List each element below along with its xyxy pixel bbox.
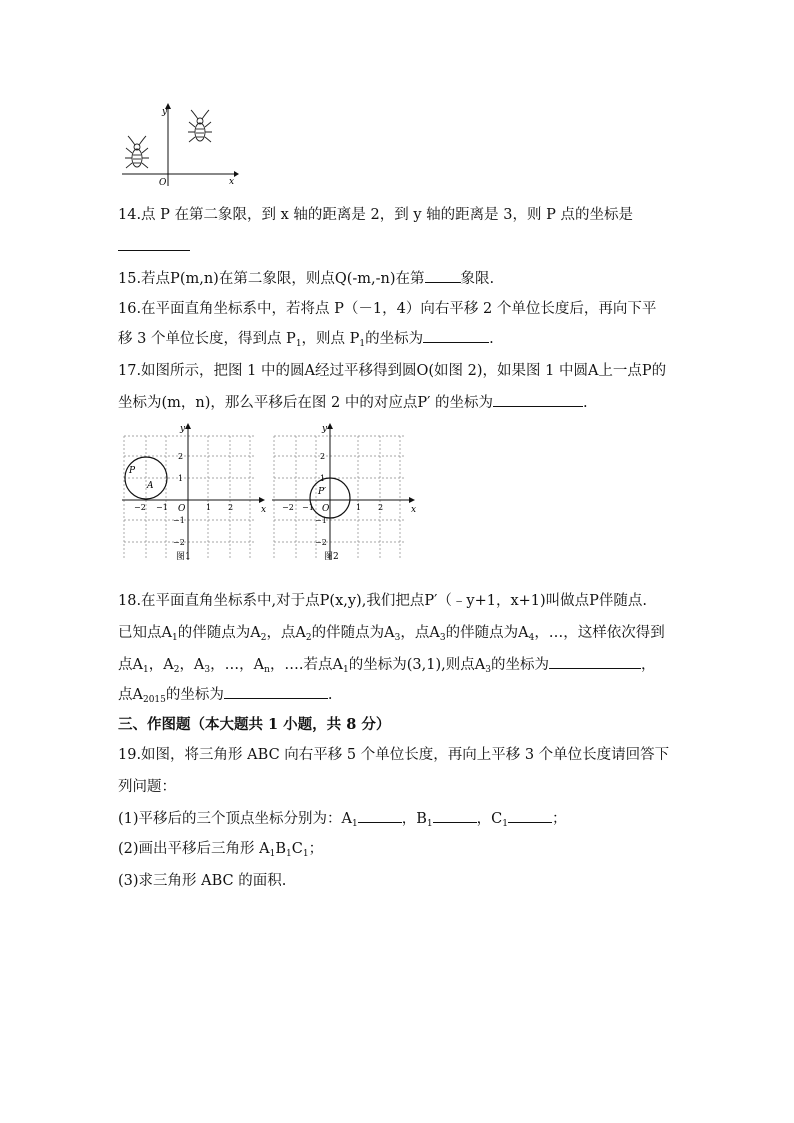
fig1-x-tick: 1 [206, 503, 212, 512]
q18-l3-text: 的坐标为(3,1),则点A [348, 657, 486, 673]
q18-l2-sub: 4 [528, 633, 535, 643]
q19-p1-sub: 1 [352, 819, 358, 829]
fig2-x-tick: −1 [302, 503, 314, 512]
q18-l3-text: ，A [148, 657, 174, 673]
fig2-x-axis-label: x [411, 505, 417, 515]
q19-line-2: 列问题： [118, 779, 176, 795]
fig1-y-tick: −2 [173, 538, 185, 547]
q18-l2-sub: 2 [260, 633, 267, 643]
question-19-line-1 [118, 744, 669, 766]
q16-line-1: 16.在平面直角坐标系中，若将点 P（－1，4）向右平移 2 个单位长度后，再向下平 [118, 301, 657, 317]
figure-2-grid [268, 422, 418, 562]
q16-text-c: 的坐标为 [365, 331, 424, 347]
q19-p2-text: (2)画出平移后三角形 A [118, 841, 270, 857]
q19-line-1: 19.如图，将三角形 ABC 向右平移 5 个单位长度，再向上平移 3 个单位长度请回答下 [118, 747, 670, 763]
q18-l3-text: ，….若点A [269, 657, 344, 673]
question-19-line-2 [118, 776, 176, 798]
q19-a1-blank[interactable] [358, 808, 402, 823]
section-3-title [118, 714, 390, 736]
q17-answer-blank[interactable] [493, 392, 583, 407]
q18-l3-text: ，…，A [210, 657, 265, 673]
question-16-line-1 [118, 298, 656, 320]
fig2-y-tick: −1 [315, 516, 327, 525]
fig1-point-p-label: P [129, 466, 136, 476]
q15-text-before: 15.若点P(m,n)在第二象限，则点Q(-m,-n)在第 [118, 271, 425, 287]
fig1-y-tick: 1 [178, 474, 184, 483]
section-3-title-text: 三、作图题（本大题共 1 小题，共 8 分） [118, 716, 391, 733]
q18-l3-text: 点A [118, 657, 143, 673]
q18-l4-text: 点A [118, 687, 143, 703]
insect-right-icon [188, 110, 212, 142]
fig2-y-tick: 1 [320, 474, 326, 483]
q18-l2-sub: 3 [394, 633, 401, 643]
q16-sub-2: 1 [359, 339, 366, 349]
fig2-x-tick: 2 [378, 503, 384, 512]
q14-answer-blank[interactable] [118, 236, 190, 251]
insect-left-icon [125, 136, 149, 168]
q17-text: 坐标为(m，n)，那么平移后在图 2 中的对应点P′ 的坐标为 [118, 395, 494, 411]
q17-line-1: 17.如图所示，把图 1 中的圆A经过平移得到圆O(如图 2)，如果图 1 中圆A上一点P的 [118, 363, 667, 379]
question-15 [118, 268, 494, 290]
question-17-line-1 [118, 360, 666, 382]
question-16-line-2 [118, 328, 494, 355]
q18-l4-sub: 2015 [142, 695, 166, 705]
q18-l2-text: ，点A [400, 625, 440, 641]
q18-l2-sub: 1 [171, 633, 178, 643]
q18-l3-sub: 3 [485, 665, 491, 675]
fig2-x-tick: 1 [356, 503, 362, 512]
q19-p3-text: (3)求三角形 ABC 的面积. [118, 873, 287, 889]
q18-l2-text: 的伴随点为A [177, 625, 261, 641]
question-19-part-2 [118, 838, 323, 865]
q16-answer-blank[interactable] [423, 328, 489, 343]
q16-text-b: ，则点 P [301, 331, 360, 347]
q19-p1-text: ，B [401, 811, 427, 827]
q17-end: . [583, 395, 588, 411]
q18-l3-text: 的坐标为 [490, 657, 549, 673]
q15-answer-blank[interactable] [425, 268, 461, 283]
q19-p2-text: B [275, 841, 287, 857]
q18-l2-text: 已知点A [118, 625, 172, 641]
q19-p1-sub: 1 [502, 819, 508, 829]
q18-l3-sub: 1 [142, 665, 149, 675]
figure-1-grid [118, 422, 268, 562]
x-axis-label: x [229, 177, 235, 187]
q19-p1-text: ； [551, 811, 567, 827]
q16-sub-1: 1 [295, 339, 302, 349]
fig1-y-tick: −1 [173, 516, 185, 525]
question-18-line-3 [118, 654, 655, 681]
question-18-line-1 [118, 590, 647, 612]
q19-p1-text: ，C [476, 811, 503, 827]
q16-end: . [489, 331, 494, 347]
question-14-answer-line [118, 236, 190, 258]
fig2-x-tick: −2 [282, 503, 294, 512]
origin-label: O [159, 178, 167, 188]
q19-p2-text: ； [308, 841, 324, 857]
q18-l4-end: . [327, 687, 333, 703]
y-axis-label: y [162, 107, 168, 117]
fig2-y-axis-label: y [322, 424, 328, 434]
q15-text-after: 象限. [460, 271, 495, 287]
fig1-y-tick: 2 [178, 452, 184, 461]
q18-line-1: 18.在平面直角坐标系中,对于点P(x,y),我们把点P′（﹣y+1，x+1)叫做点P伴随点. [118, 593, 648, 609]
question-18-line-4 [118, 684, 333, 711]
q19-p2-sub: 1 [286, 849, 292, 859]
question-14 [118, 204, 633, 226]
fig1-y-axis-label: y [180, 424, 186, 434]
fig2-y-tick: −2 [315, 538, 327, 547]
insect-coordinate-figure [118, 98, 240, 190]
q19-p2-text: C [291, 841, 303, 857]
q18-l2-text: 的伴随点为A [445, 625, 529, 641]
q19-p2-sub: 1 [302, 849, 309, 859]
fig1-x-tick: −1 [156, 503, 168, 512]
q18-l2-sub: 3 [439, 633, 446, 643]
q19-p2-sub: 1 [269, 849, 276, 859]
q18-l3-sub: 1 [343, 665, 349, 675]
q18-l3-sub: n [264, 665, 270, 675]
fig1-x-axis-label: x [261, 505, 267, 515]
fig1-x-tick: 2 [228, 503, 234, 512]
q18-l2-text: 的伴随点为A [311, 625, 395, 641]
question-19-part-3 [118, 870, 286, 892]
fig1-caption: 图1 [176, 552, 191, 562]
question-18-line-2 [118, 622, 665, 649]
fig1-x-tick: −2 [134, 503, 146, 512]
q16-text-a: 移 3 个单位长度，得到点 P [118, 331, 296, 347]
q18-answer-blank-a3[interactable] [549, 654, 641, 669]
fig1-center-a-label: A [147, 481, 154, 491]
question-19-part-1 [118, 808, 566, 835]
q19-c1-blank[interactable] [508, 808, 552, 823]
q18-l2-sub: 2 [305, 633, 312, 643]
q18-l2-text: ，…，这样依次得到 [534, 625, 665, 641]
q18-l3-text: ， [640, 657, 656, 673]
q19-p1-sub: 1 [426, 819, 433, 829]
q14-text: 14.点 P 在第二象限，到 x 轴的距离是 2，到 y 轴的距离是 3，则 P 点的坐标是 [118, 207, 633, 223]
fig2-point-p-prime-label: P′ [318, 487, 327, 497]
q19-p1-text: (1)平移后的三个顶点坐标分别为：A [118, 811, 353, 827]
fig1-origin-label: O [178, 504, 186, 514]
fig2-origin-label: O [322, 504, 330, 514]
fig2-y-tick: 2 [320, 452, 326, 461]
q18-l3-text: ，A [179, 657, 205, 673]
q18-l2-text: ，点A [266, 625, 306, 641]
fig2-caption: 图2 [324, 552, 339, 562]
q18-l3-sub: 2 [173, 665, 180, 675]
question-17-line-2 [118, 392, 588, 414]
q19-b1-blank[interactable] [433, 808, 477, 823]
q18-l3-sub: 3 [204, 665, 211, 675]
q18-l4-text: 的坐标为 [165, 687, 224, 703]
q18-answer-blank-a2015[interactable] [224, 684, 328, 699]
